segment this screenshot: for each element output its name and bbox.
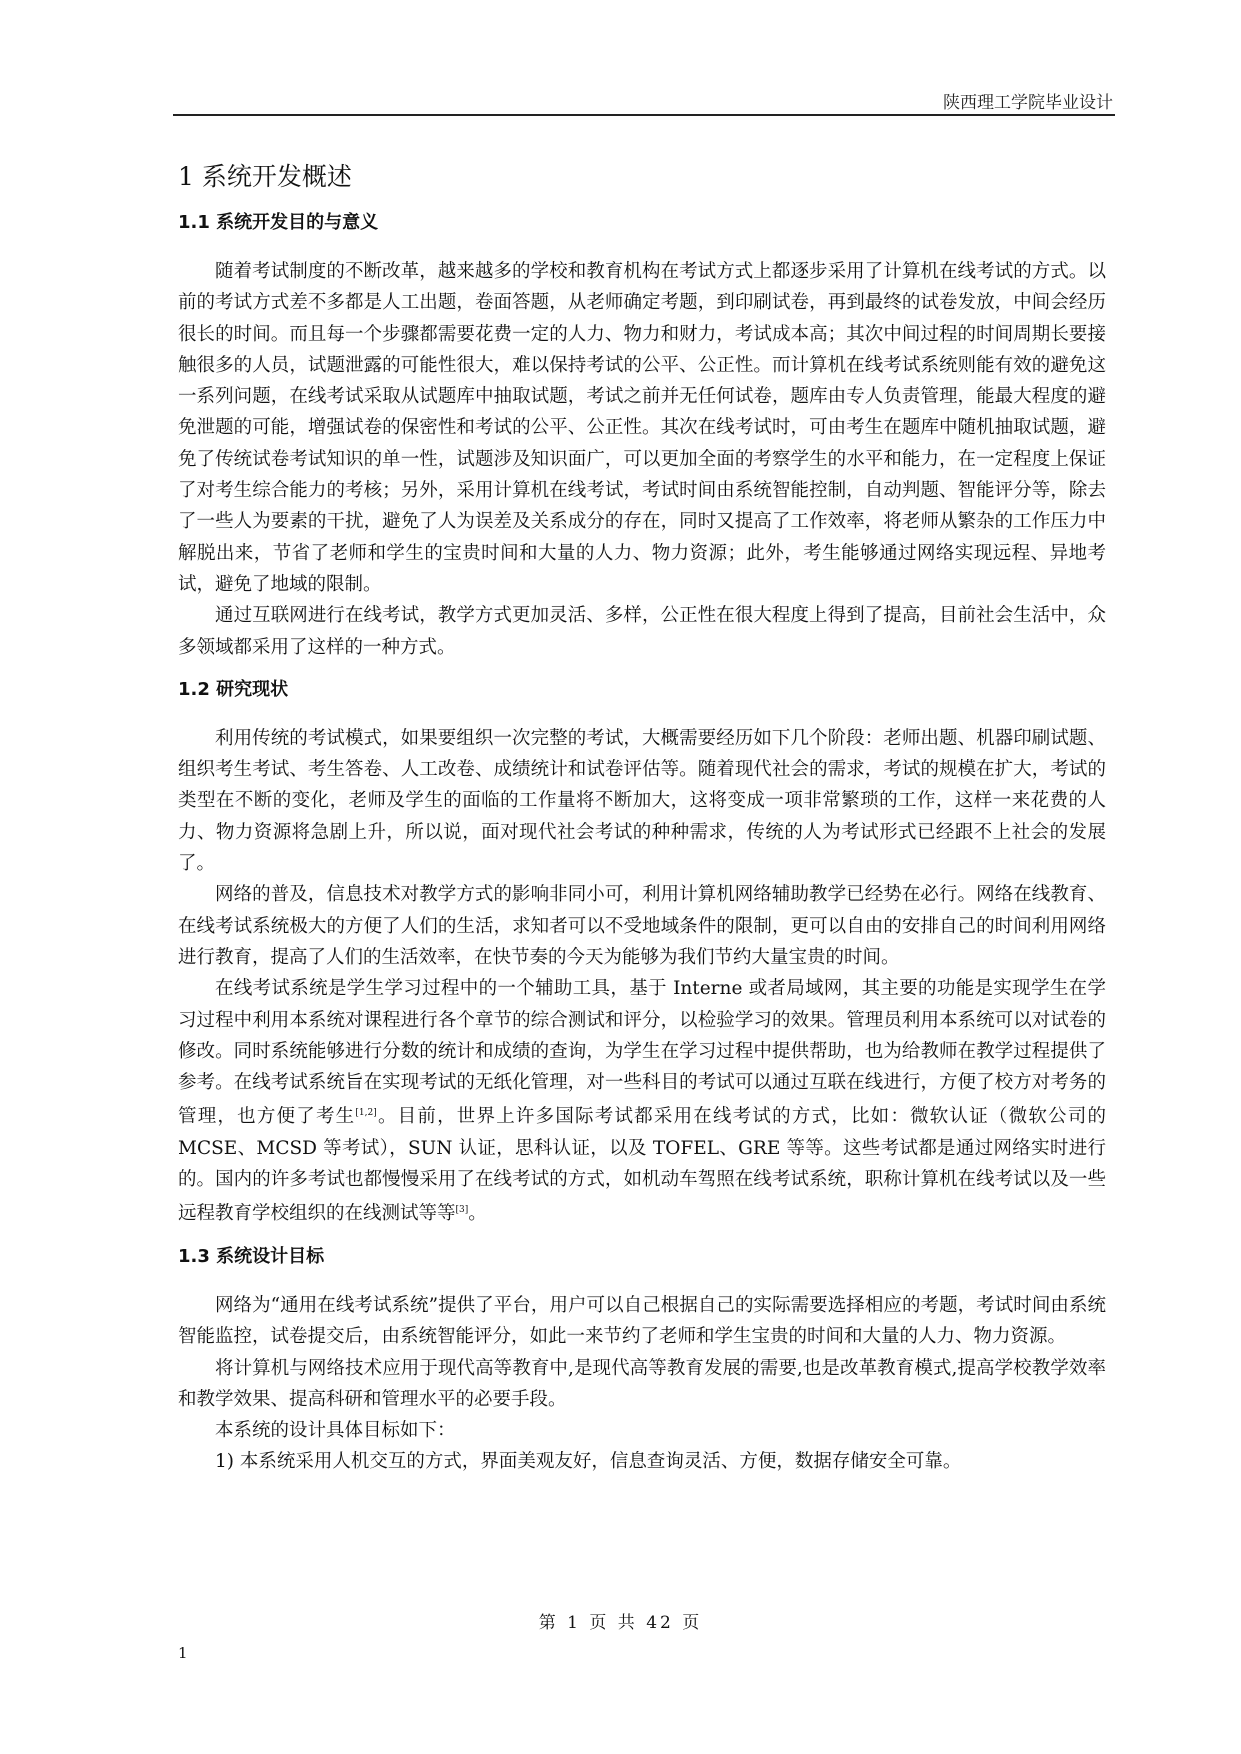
paragraph: 本系统的设计具体目标如下： <box>215 1420 456 1442</box>
document-body <box>178 160 1106 1478</box>
paragraph <box>178 973 1106 1230</box>
running-header: 陕西理工学院毕业设计 <box>943 93 1113 113</box>
text-run: 在线考试系统是学生学习过程中的一个辅助工具，基于 Interne 或者局域网，其主要的功能是实现学生在学习过程中利用本系统对课程进行各个章节的综合测试和评分，以检验学习的效果。管理员利用本系统可以对试卷的修改。同时系统能够进行分数的统计和成绩的查询，为学生在学习过程中提供帮助，也为给教师在教学过程提供了参考。在线考试系统旨在实现考试的无纸化管理，对一些科目的考试可以通过互联在线进行，方便了校方对考务的管理，也方便了考生 <box>178 978 1106 1128</box>
paragraph: 将计算机与网络技术应用于现代高等教育中,是现代高等教育发展的需要,也是改革教育模式,提高学校教学效率和教学效果、提高科研和管理水平的必要手段。 <box>178 1357 1106 1410</box>
section-1-3 <box>178 1244 1106 1478</box>
citation: [1,2] <box>355 1108 377 1119</box>
section-heading: 1.3 系统设计目标 <box>178 1245 325 1267</box>
line-number: 1 <box>178 1644 188 1662</box>
section-heading: 1.2 研究现状 <box>178 678 289 700</box>
text-run: 。 <box>468 1203 487 1225</box>
paragraph: 随着考试制度的不断改革，越来越多的学校和教育机构在考试方式上都逐步采用了计算机在线考试的方式。以前的考试方式差不多都是人工出题，卷面答题，从老师确定考题，到印刷试卷，再到最终的试卷发放，中间会经历很长的时间。而且每一个步骤都需要花费一定的人力、物力和财力，考试成本高；其次中间过程的时间周期长要接触很多的人员，试题泄露的可能性很大，难以保持考试的公平、公正性。而计算机在线考试系统则能有效的避免这一系列问题，在线考试采取从试题库中抽取试题，考试之前并无任何试卷，题库由专人负责管理，能最大程度的避免泄题的可能，增强试卷的保密性和考试的公平、公正性。其次在线考试时，可由考生在题库中随机抽取试题，避免了传统试卷考试知识的单一性，试题涉及知识面广，可以更加全面的考察学生的水平和能力，在一定程度上保证了对考生综合能力的考核；另外，采用计算机在线考试，考试时间由系统智能控制，自动判题、智能评分等，除去了一些人为要素的干扰，避免了人为误差及关系成分的存在，同时又提高了工作效率，将老师从繁杂的工作压力中解脱出来，节省了老师和学生的宝贵时间和大量的人力、物力资源；此外，考生能够通过网络实现远程、异地考试，避免了地域的限制。 <box>178 261 1106 595</box>
header-rule <box>173 114 1115 116</box>
section-heading: 1.1 系统开发目的与意义 <box>178 212 379 233</box>
paragraph: 网络的普及，信息技术对教学方式的影响非同小可，利用计算机网络辅助教学已经势在必行。网络在线教育、在线考试系统极大的方便了人们的生活，求知者可以不受地域条件的限制，更可以自由的安排自己的时间利用网络进行教育，提高了人们的生活效率，在快节奏的今天为能够为我们节约大量宝贵的时间。 <box>178 884 1106 968</box>
section-1-2 <box>178 677 1106 1230</box>
section-1-1 <box>178 210 1106 663</box>
text-run: 。目前，世界上许多国际考试都采用在线考试的方式，比如：微软认证（微软公司的 MCSE、MCSD 等考试），SUN 认证，思科认证，以及 TOFEL、GRE 等等。这些考试都是通过网络实时进行的。国内的许多考试也都慢慢采用了在线考试的方式，如机动车驾照在线考试系统，职称计算机在线考试以及一些远程教育学校组织的在线测试等等 <box>178 1106 1106 1225</box>
page-footer: 第 1 页 共 42 页 <box>538 1613 703 1633</box>
list-item: 1) 本系统采用人机交互的方式，界面美观友好，信息查询灵活、方便，数据存储安全可靠。 <box>215 1451 962 1473</box>
citation: [3] <box>455 1205 469 1216</box>
chapter-title: 1 系统开发概述 <box>178 162 352 191</box>
paragraph: 通过互联网进行在线考试，教学方式更加灵活、多样，公正性在很大程度上得到了提高，目前社会生活中，众多领域都采用了这样的一种方式。 <box>178 605 1106 658</box>
paragraph: 网络为“通用在线考试系统”提供了平台，用户可以自己根据自己的实际需要选择相应的考题，考试时间由系统智能监控，试卷提交后，由系统智能评分，如此一来节约了老师和学生宝贵的时间和大量的人力、物力资源。 <box>178 1294 1106 1348</box>
paragraph: 利用传统的考试模式，如果要组织一次完整的考试，大概需要经历如下几个阶段：老师出题、机器印刷试题、组织考生考试、考生答卷、人工改卷、成绩统计和试卷评估等。随着现代社会的需求，考试的规模在扩大，考试的类型在不断的变化，老师及学生的面临的工作量将不断加大，这将变成一项非常繁琐的工作，这样一来花费的人力、物力资源将急剧上升，所以说，面对现代社会考试的种种需求，传统的人为考试形式已经跟不上社会的发展了。 <box>178 727 1106 875</box>
